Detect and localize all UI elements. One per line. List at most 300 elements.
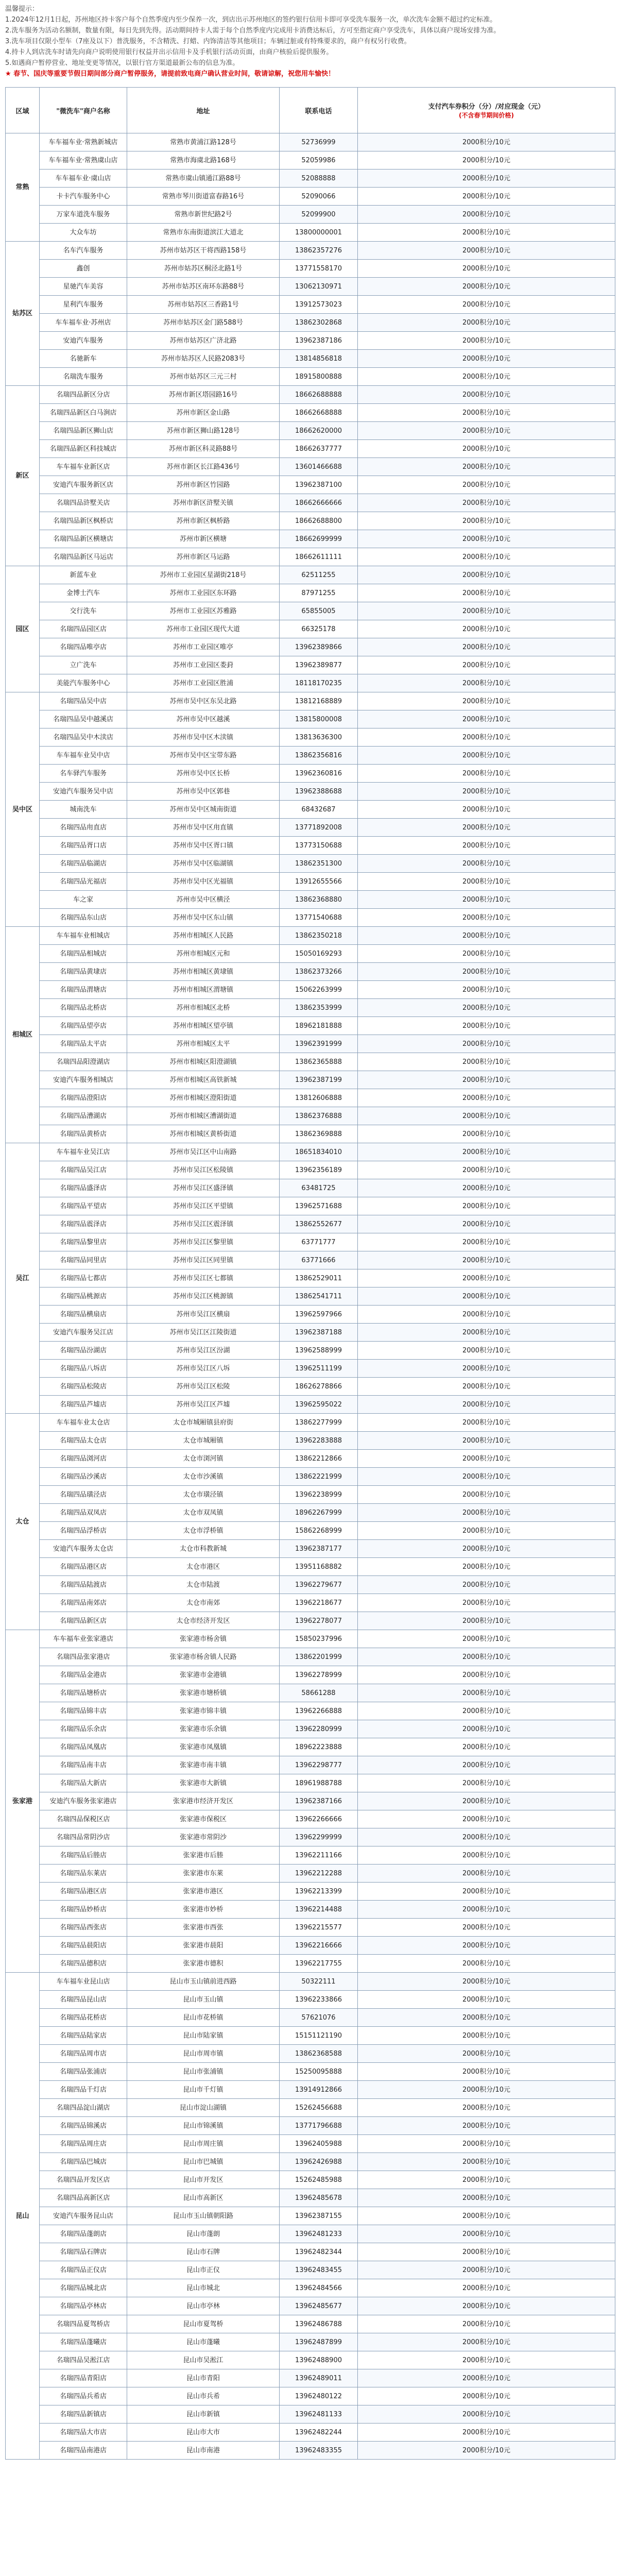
fee-cell: 2000积分/10元 bbox=[358, 1432, 615, 1450]
header-district: 区域 bbox=[6, 88, 40, 133]
address-cell: 太仓市双凤镇 bbox=[127, 1504, 280, 1522]
merchant-name-cell: 车车福车业相城店 bbox=[40, 927, 127, 945]
fee-cell: 2000积分/10元 bbox=[358, 1991, 615, 2009]
merchant-name-cell: 名瑞四品新区横塘店 bbox=[40, 530, 127, 548]
merchant-name-cell: 名瑞四品亭林店 bbox=[40, 2297, 127, 2315]
fee-cell: 2000积分/10元 bbox=[358, 873, 615, 891]
phone-cell: 63481725 bbox=[280, 1179, 358, 1197]
table-row bbox=[6, 530, 615, 548]
merchant-name-cell: 名瑞四品妙桥店 bbox=[40, 1901, 127, 1919]
table-row bbox=[6, 440, 615, 458]
phone-cell: 13862357276 bbox=[280, 242, 358, 260]
phone-cell: 13962481233 bbox=[280, 2225, 358, 2243]
fee-cell: 2000积分/10元 bbox=[358, 1450, 615, 1468]
address-cell: 苏州市工业园区胜浦 bbox=[127, 674, 280, 692]
table-row bbox=[6, 1071, 615, 1089]
table-row bbox=[6, 891, 615, 909]
table-row bbox=[6, 1558, 615, 1576]
table-row bbox=[6, 945, 615, 963]
fee-cell: 2000积分/10元 bbox=[358, 1360, 615, 1378]
merchant-name-cell: 城南洗车 bbox=[40, 801, 127, 819]
address-cell: 张家港市凤凰镇 bbox=[127, 1738, 280, 1756]
address-cell: 太仓市科教新城 bbox=[127, 1540, 280, 1558]
phone-cell: 13962387188 bbox=[280, 1324, 358, 1342]
phone-cell: 13962595022 bbox=[280, 1396, 358, 1414]
fee-cell: 2000积分/10元 bbox=[358, 765, 615, 783]
fee-cell: 2000积分/10元 bbox=[358, 1828, 615, 1846]
table-row bbox=[6, 1143, 615, 1161]
merchant-name-cell: 鑫创 bbox=[40, 260, 127, 278]
address-cell: 昆山市陆家镇 bbox=[127, 2027, 280, 2045]
header-fee-label: 支付汽车券积分（分）/对应现金（元） bbox=[428, 103, 545, 111]
phone-cell: 13962588999 bbox=[280, 1342, 358, 1360]
fee-cell: 2000积分/10元 bbox=[358, 1937, 615, 1955]
phone-cell: 58661288 bbox=[280, 1684, 358, 1702]
address-cell: 昆山市大市 bbox=[127, 2424, 280, 2442]
merchant-name-cell: 名瑞四品青阳店 bbox=[40, 2369, 127, 2387]
phone-cell: 13962387177 bbox=[280, 1540, 358, 1558]
table-row bbox=[6, 1197, 615, 1215]
fee-cell: 2000积分/10元 bbox=[358, 1071, 615, 1089]
fee-cell: 2000积分/10元 bbox=[358, 1269, 615, 1287]
phone-cell: 13862221999 bbox=[280, 1468, 358, 1486]
phone-cell: 13962488900 bbox=[280, 2351, 358, 2369]
fee-cell: 2000积分/10元 bbox=[358, 458, 615, 476]
phone-cell: 13962405988 bbox=[280, 2135, 358, 2153]
table-row bbox=[6, 801, 615, 819]
table-row bbox=[6, 512, 615, 530]
phone-cell: 52059986 bbox=[280, 151, 358, 170]
fee-cell: 2000积分/10元 bbox=[358, 2333, 615, 2351]
phone-cell: 13962387100 bbox=[280, 476, 358, 494]
phone-cell: 13962482344 bbox=[280, 2243, 358, 2261]
merchant-name-cell: 星利汽车服务 bbox=[40, 296, 127, 314]
phone-cell: 63771777 bbox=[280, 1233, 358, 1251]
merchant-name-cell: 名瑞四品塘桥店 bbox=[40, 1684, 127, 1702]
address-cell: 苏州市工业园区星湖街218号 bbox=[127, 566, 280, 584]
phone-cell: 15262456688 bbox=[280, 2099, 358, 2117]
address-cell: 常熟市东南街道滨江大道北 bbox=[127, 224, 280, 242]
phone-cell: 13962280999 bbox=[280, 1720, 358, 1738]
fee-cell: 2000积分/10元 bbox=[358, 1774, 615, 1792]
table-row bbox=[6, 1901, 615, 1919]
address-cell: 张家港市杨舍镇 bbox=[127, 1630, 280, 1648]
merchant-name-cell: 名瑞四品常阴沙店 bbox=[40, 1828, 127, 1846]
address-cell: 苏州市新区科灵路88号 bbox=[127, 440, 280, 458]
phone-cell: 13962215577 bbox=[280, 1919, 358, 1937]
address-cell: 苏州市新区塔园路16号 bbox=[127, 386, 280, 404]
table-row bbox=[6, 2225, 615, 2243]
merchant-name-cell: 名瑞四品城北店 bbox=[40, 2279, 127, 2297]
merchant-name-cell: 名瑞四品横扇店 bbox=[40, 1306, 127, 1324]
table-row bbox=[6, 1846, 615, 1865]
fee-cell: 2000积分/10元 bbox=[358, 422, 615, 440]
phone-cell: 13812606888 bbox=[280, 1089, 358, 1107]
intro-notice bbox=[0, 0, 620, 83]
phone-cell: 87971255 bbox=[280, 584, 358, 602]
table-row bbox=[6, 242, 615, 260]
header-fee-note: (不含春节期间价格) bbox=[459, 112, 514, 119]
address-cell: 太仓市璜泾镇 bbox=[127, 1486, 280, 1504]
fee-cell: 2000积分/10元 bbox=[358, 512, 615, 530]
fee-cell: 2000积分/10元 bbox=[358, 2135, 615, 2153]
address-cell: 张家港市保税区 bbox=[127, 1810, 280, 1828]
table-row bbox=[6, 656, 615, 674]
address-cell: 昆山市夏驾桥 bbox=[127, 2315, 280, 2333]
table-row bbox=[6, 188, 615, 206]
merchant-name-cell: 名瑞四品芦墟店 bbox=[40, 1396, 127, 1414]
table-row bbox=[6, 1504, 615, 1522]
merchant-name-cell: 名瑞四品陆家店 bbox=[40, 2027, 127, 2045]
fee-cell: 2000积分/10元 bbox=[358, 1522, 615, 1540]
address-cell: 苏州市吴江区震泽镇 bbox=[127, 1215, 280, 1233]
fee-cell: 2000积分/10元 bbox=[358, 2081, 615, 2099]
district-cell: 园区 bbox=[6, 566, 40, 692]
address-cell: 苏州市工业园区东环路 bbox=[127, 584, 280, 602]
merchant-name-cell: 车车福车业吴江店 bbox=[40, 1143, 127, 1161]
fee-cell: 2000积分/10元 bbox=[358, 2405, 615, 2424]
merchant-name-cell: 安迪汽车服务吴江店 bbox=[40, 1324, 127, 1342]
table-row bbox=[6, 1378, 615, 1396]
fee-cell: 2000积分/10元 bbox=[358, 2171, 615, 2189]
address-cell: 苏州市相城区黄桥街道 bbox=[127, 1125, 280, 1143]
table-row bbox=[6, 963, 615, 981]
merchant-name-cell: 名瑞四品浮桥店 bbox=[40, 1522, 127, 1540]
phone-cell: 13771540688 bbox=[280, 909, 358, 927]
phone-cell: 13862356816 bbox=[280, 747, 358, 765]
table-row bbox=[6, 1161, 615, 1179]
fee-cell: 2000积分/10元 bbox=[358, 656, 615, 674]
address-cell: 苏州市相城区渭塘镇 bbox=[127, 981, 280, 999]
phone-cell: 13962387166 bbox=[280, 1792, 358, 1810]
table-row bbox=[6, 2279, 615, 2297]
table-row bbox=[6, 981, 615, 999]
intro-greeting: 温馨提示： bbox=[5, 5, 39, 13]
phone-cell: 13962571688 bbox=[280, 1197, 358, 1215]
merchant-name-cell: 名瑞四品汾湖店 bbox=[40, 1342, 127, 1360]
merchant-name-cell: 名瑞四品开发区店 bbox=[40, 2171, 127, 2189]
table-row bbox=[6, 2045, 615, 2063]
merchant-name-cell: 名瑞四品黎里店 bbox=[40, 1233, 127, 1251]
fee-cell: 2000积分/10元 bbox=[358, 1342, 615, 1360]
phone-cell: 13813636300 bbox=[280, 728, 358, 747]
address-cell: 昆山市新镇 bbox=[127, 2405, 280, 2424]
table-row bbox=[6, 819, 615, 837]
intro-highlight: ★ 春节、国庆等重要节假日期间部分商户暂停服务，请提前致电商户确认营业时间，敬请谅解，祝您用车愉快！ bbox=[5, 70, 335, 78]
phone-cell: 13962389866 bbox=[280, 638, 358, 656]
table-row bbox=[6, 566, 615, 584]
address-cell: 苏州市相城区澄阳街道 bbox=[127, 1089, 280, 1107]
address-cell: 苏州市姑苏区桐泾北路1号 bbox=[127, 260, 280, 278]
merchant-name-cell: 名瑞四品太仓店 bbox=[40, 1432, 127, 1450]
fee-cell: 2000积分/10元 bbox=[358, 1324, 615, 1342]
merchant-name-cell: 名瑞四品吴中木渎店 bbox=[40, 728, 127, 747]
phone-cell: 13862368880 bbox=[280, 891, 358, 909]
intro-line: 3.洗车项目仅限小型车（7座及以下）普洗服务，不含精洗、打蜡、内饰清洁等其他项目；车辆过脏或有特殊要求的，商户有权另行收费。 bbox=[5, 38, 411, 45]
fee-cell: 2000积分/10元 bbox=[358, 1810, 615, 1828]
table-row bbox=[6, 2099, 615, 2117]
merchant-name-cell: 名瑞四品震泽店 bbox=[40, 1215, 127, 1233]
table-row bbox=[6, 368, 615, 386]
phone-cell: 57621076 bbox=[280, 2009, 358, 2027]
phone-cell: 13962597966 bbox=[280, 1306, 358, 1324]
address-cell: 太仓市城厢镇 bbox=[127, 1432, 280, 1450]
merchant-name-cell: 名瑞四品保税区店 bbox=[40, 1810, 127, 1828]
address-cell: 苏州市姑苏区三元三村 bbox=[127, 368, 280, 386]
address-cell: 苏州市吴中区城南街道 bbox=[127, 801, 280, 819]
merchant-name-cell: 名瑞四品东山店 bbox=[40, 909, 127, 927]
address-cell: 苏州市吴中区临湖镇 bbox=[127, 855, 280, 873]
header-phone: 联系电话 bbox=[280, 88, 358, 133]
table-row bbox=[6, 1306, 615, 1324]
phone-cell: 13962486788 bbox=[280, 2315, 358, 2333]
merchant-name-cell: 名瑞四品花桥店 bbox=[40, 2009, 127, 2027]
table-row bbox=[6, 2297, 615, 2315]
merchant-name-cell: 安迪汽车服务新区店 bbox=[40, 476, 127, 494]
table-row bbox=[6, 2117, 615, 2135]
merchant-name-cell: 名瑞四品新区店 bbox=[40, 1612, 127, 1630]
phone-cell: 18662611111 bbox=[280, 548, 358, 566]
intro-line: 1.2024年12月1日起，苏州地区持卡客户每个自然季度内至少保养一次，到店出示苏州地区的签约银行信用卡即可享受洗车服务一次，单次洗车金额不超过约定标准。 bbox=[5, 16, 497, 24]
merchant-name-cell: 名瑞四品张家港店 bbox=[40, 1648, 127, 1666]
merchant-name-cell: 名瑞四品吴中越溪店 bbox=[40, 710, 127, 728]
fee-cell: 2000积分/10元 bbox=[358, 2261, 615, 2279]
fee-cell: 2000积分/10元 bbox=[358, 1215, 615, 1233]
merchant-name-cell: 大众车坊 bbox=[40, 224, 127, 242]
phone-cell: 18662637777 bbox=[280, 440, 358, 458]
intro-line: 5.如遇商户暂停营业、地址变更等情况，以银行官方渠道最新公布的信息为准。 bbox=[5, 59, 239, 67]
merchant-name-cell: 名瑞四品双凤店 bbox=[40, 1504, 127, 1522]
phone-cell: 13862212866 bbox=[280, 1450, 358, 1468]
merchant-name-cell: 名瑞四品石牌店 bbox=[40, 2243, 127, 2261]
merchant-name-cell: 名瑞四品大市店 bbox=[40, 2424, 127, 2442]
table-row bbox=[6, 2261, 615, 2279]
phone-cell: 13962278077 bbox=[280, 1612, 358, 1630]
address-cell: 张家港市经济开发区 bbox=[127, 1792, 280, 1810]
table-row bbox=[6, 2243, 615, 2261]
address-cell: 常熟市新世纪路2号 bbox=[127, 206, 280, 224]
fee-cell: 2000积分/10元 bbox=[358, 710, 615, 728]
address-cell: 苏州市相城区人民路 bbox=[127, 927, 280, 945]
fee-cell: 2000积分/10元 bbox=[358, 855, 615, 873]
phone-cell: 13962299999 bbox=[280, 1828, 358, 1846]
address-cell: 苏州市吴中区东山镇 bbox=[127, 909, 280, 927]
address-cell: 苏州市新区狮山路128号 bbox=[127, 422, 280, 440]
fee-cell: 2000积分/10元 bbox=[358, 1107, 615, 1125]
merchant-name-cell: 万家车道洗车服务 bbox=[40, 206, 127, 224]
address-cell: 昆山市蓬曦 bbox=[127, 2333, 280, 2351]
address-cell: 苏州市吴江区同里镇 bbox=[127, 1251, 280, 1269]
phone-cell: 13862369888 bbox=[280, 1125, 358, 1143]
table-row bbox=[6, 1991, 615, 2009]
merchant-name-cell: 名瑞四品周市店 bbox=[40, 2045, 127, 2063]
address-cell: 张家港市后塍 bbox=[127, 1846, 280, 1865]
phone-cell: 13962387155 bbox=[280, 2207, 358, 2225]
address-cell: 苏州市吴中区郭巷 bbox=[127, 783, 280, 801]
phone-cell: 13962485677 bbox=[280, 2297, 358, 2315]
merchant-name-cell: 车车福车业昆山店 bbox=[40, 1973, 127, 1991]
table-row bbox=[6, 278, 615, 296]
merchant-name-cell: 名瑞四品松陵店 bbox=[40, 1378, 127, 1396]
merchant-name-cell: 名瑞四品新区狮山店 bbox=[40, 422, 127, 440]
phone-cell: 13862529011 bbox=[280, 1269, 358, 1287]
fee-cell: 2000积分/10元 bbox=[358, 891, 615, 909]
merchant-name-cell: 车车福车业·虞山店 bbox=[40, 170, 127, 188]
merchant-name-cell: 安迪汽车服务相城店 bbox=[40, 1071, 127, 1089]
address-cell: 苏州市吴中区长桥 bbox=[127, 765, 280, 783]
address-cell: 苏州市吴江区八坼 bbox=[127, 1360, 280, 1378]
phone-cell: 18651834010 bbox=[280, 1143, 358, 1161]
table-row bbox=[6, 1396, 615, 1414]
phone-cell: 13862201999 bbox=[280, 1648, 358, 1666]
phone-cell: 13962238999 bbox=[280, 1486, 358, 1504]
phone-cell: 13862353999 bbox=[280, 999, 358, 1017]
merchant-name-cell: 名瑞四品南丰店 bbox=[40, 1756, 127, 1774]
address-cell: 张家港市杨舍镇人民路 bbox=[127, 1648, 280, 1666]
merchant-name-cell: 名瑞四品德积店 bbox=[40, 1955, 127, 1973]
address-cell: 张家港市常阴沙 bbox=[127, 1828, 280, 1846]
phone-cell: 13812168889 bbox=[280, 692, 358, 710]
phone-cell: 13962266888 bbox=[280, 1702, 358, 1720]
fee-cell: 2000积分/10元 bbox=[358, 368, 615, 386]
fee-cell: 2000积分/10元 bbox=[358, 2117, 615, 2135]
phone-cell: 13962480122 bbox=[280, 2387, 358, 2405]
phone-cell: 18962267999 bbox=[280, 1504, 358, 1522]
phone-cell: 15262485988 bbox=[280, 2171, 358, 2189]
fee-cell: 2000积分/10元 bbox=[358, 1883, 615, 1901]
fee-cell: 2000积分/10元 bbox=[358, 602, 615, 620]
address-cell: 苏州市吴中区宝带东路 bbox=[127, 747, 280, 765]
merchant-name-cell: 名瑞四品盛泽店 bbox=[40, 1179, 127, 1197]
table-row bbox=[6, 350, 615, 368]
address-cell: 苏州市新区枫桥路 bbox=[127, 512, 280, 530]
phone-cell: 13962487899 bbox=[280, 2333, 358, 2351]
phone-cell: 18915800888 bbox=[280, 368, 358, 386]
table-row bbox=[6, 2424, 615, 2442]
phone-cell: 18662620000 bbox=[280, 422, 358, 440]
fee-cell: 2000积分/10元 bbox=[358, 566, 615, 584]
merchant-name-cell: 名瑞四品千灯店 bbox=[40, 2081, 127, 2099]
table-row bbox=[6, 151, 615, 170]
phone-cell: 13962360816 bbox=[280, 765, 358, 783]
fee-cell: 2000积分/10元 bbox=[358, 133, 615, 151]
table-row bbox=[6, 548, 615, 566]
table-row bbox=[6, 1666, 615, 1684]
table-row bbox=[6, 2405, 615, 2424]
table-row bbox=[6, 2135, 615, 2153]
table-row bbox=[6, 1287, 615, 1306]
merchant-name-cell: 星驰汽车美容 bbox=[40, 278, 127, 296]
fee-cell: 2000积分/10元 bbox=[358, 1017, 615, 1035]
table-row bbox=[6, 170, 615, 188]
merchant-name-cell: 名瑞四品北桥店 bbox=[40, 999, 127, 1017]
fee-cell: 2000积分/10元 bbox=[358, 1666, 615, 1684]
district-cell: 昆山 bbox=[6, 1973, 40, 2460]
table-row bbox=[6, 1179, 615, 1197]
fee-cell: 2000积分/10元 bbox=[358, 783, 615, 801]
merchant-name-cell: 名瑞四品桃源店 bbox=[40, 1287, 127, 1306]
fee-cell: 2000积分/10元 bbox=[358, 584, 615, 602]
fee-cell: 2000积分/10元 bbox=[358, 2189, 615, 2207]
phone-cell: 52090066 bbox=[280, 188, 358, 206]
fee-cell: 2000积分/10元 bbox=[358, 440, 615, 458]
address-cell: 苏州市相城区黄埭镇 bbox=[127, 963, 280, 981]
address-cell: 张家港市西张 bbox=[127, 1919, 280, 1937]
table-row bbox=[6, 728, 615, 747]
phone-cell: 13962389877 bbox=[280, 656, 358, 674]
merchant-name-cell: 名瑞四品后塍店 bbox=[40, 1846, 127, 1865]
table-row bbox=[6, 1342, 615, 1360]
phone-cell: 18662688800 bbox=[280, 512, 358, 530]
address-cell: 昆山市开发区 bbox=[127, 2171, 280, 2189]
phone-cell: 13771558170 bbox=[280, 260, 358, 278]
address-cell: 昆山市城北 bbox=[127, 2279, 280, 2297]
fee-cell: 2000积分/10元 bbox=[358, 1414, 615, 1432]
phone-cell: 13862376888 bbox=[280, 1107, 358, 1125]
merchant-name-cell: 美能汽车服务中心 bbox=[40, 674, 127, 692]
address-cell: 太仓市沙溪镇 bbox=[127, 1468, 280, 1486]
table-row bbox=[6, 1756, 615, 1774]
table-row bbox=[6, 1576, 615, 1594]
phone-cell: 15050169293 bbox=[280, 945, 358, 963]
table-row bbox=[6, 2027, 615, 2045]
merchant-name-cell: 名瑞四品张浦店 bbox=[40, 2063, 127, 2081]
table-row bbox=[6, 1955, 615, 1973]
address-cell: 苏州市姑苏区南环东路88号 bbox=[127, 278, 280, 296]
table-row bbox=[6, 1414, 615, 1432]
table-row bbox=[6, 1648, 615, 1666]
merchant-name-cell: 名瑞四品吴中店 bbox=[40, 692, 127, 710]
intro-line: 4.持卡人到店洗车时请先向商户说明使用银行权益并出示信用卡及手机银行活动页面，由商户核验后提供服务。 bbox=[5, 48, 333, 56]
table-row bbox=[6, 1684, 615, 1702]
address-cell: 太仓市南郊 bbox=[127, 1594, 280, 1612]
phone-cell: 13962283888 bbox=[280, 1432, 358, 1450]
phone-cell: 13962213399 bbox=[280, 1883, 358, 1901]
merchant-name-cell: 车车福车业·常熟新城店 bbox=[40, 133, 127, 151]
phone-cell: 18662668888 bbox=[280, 404, 358, 422]
table-row bbox=[6, 2369, 615, 2387]
merchant-name-cell: 名瑞四品凤凰店 bbox=[40, 1738, 127, 1756]
phone-cell: 13862350218 bbox=[280, 927, 358, 945]
phone-cell: 52088888 bbox=[280, 170, 358, 188]
merchant-name-cell: 车车福车业新区店 bbox=[40, 458, 127, 476]
fee-cell: 2000积分/10元 bbox=[358, 2424, 615, 2442]
table-row bbox=[6, 1828, 615, 1846]
fee-cell: 2000积分/10元 bbox=[358, 206, 615, 224]
table-row bbox=[6, 1053, 615, 1071]
fee-cell: 2000积分/10元 bbox=[358, 1378, 615, 1396]
fee-cell: 2000积分/10元 bbox=[358, 1161, 615, 1179]
merchant-name-cell: 立广洗车 bbox=[40, 656, 127, 674]
phone-cell: 52736999 bbox=[280, 133, 358, 151]
address-cell: 张家港市妙桥 bbox=[127, 1901, 280, 1919]
fee-cell: 2000积分/10元 bbox=[358, 963, 615, 981]
address-cell: 苏州市吴中区越溪 bbox=[127, 710, 280, 728]
phone-cell: 62511255 bbox=[280, 566, 358, 584]
address-cell: 常熟市黄浦江路128号 bbox=[127, 133, 280, 151]
address-cell: 太仓市经济开发区 bbox=[127, 1612, 280, 1630]
fee-cell: 2000积分/10元 bbox=[358, 1396, 615, 1414]
address-cell: 张家港市东莱 bbox=[127, 1865, 280, 1883]
table-row bbox=[6, 2081, 615, 2099]
address-cell: 张家港市乐余镇 bbox=[127, 1720, 280, 1738]
merchant-name-cell: 名瑞四品吴淞江店 bbox=[40, 2351, 127, 2369]
fee-cell: 2000积分/10元 bbox=[358, 1197, 615, 1215]
address-cell: 苏州市吴江区桃源镇 bbox=[127, 1287, 280, 1306]
merchant-name-cell: 交行洗车 bbox=[40, 602, 127, 620]
fee-cell: 2000积分/10元 bbox=[358, 1035, 615, 1053]
merchant-name-cell: 名瑞四品夏驾桥店 bbox=[40, 2315, 127, 2333]
